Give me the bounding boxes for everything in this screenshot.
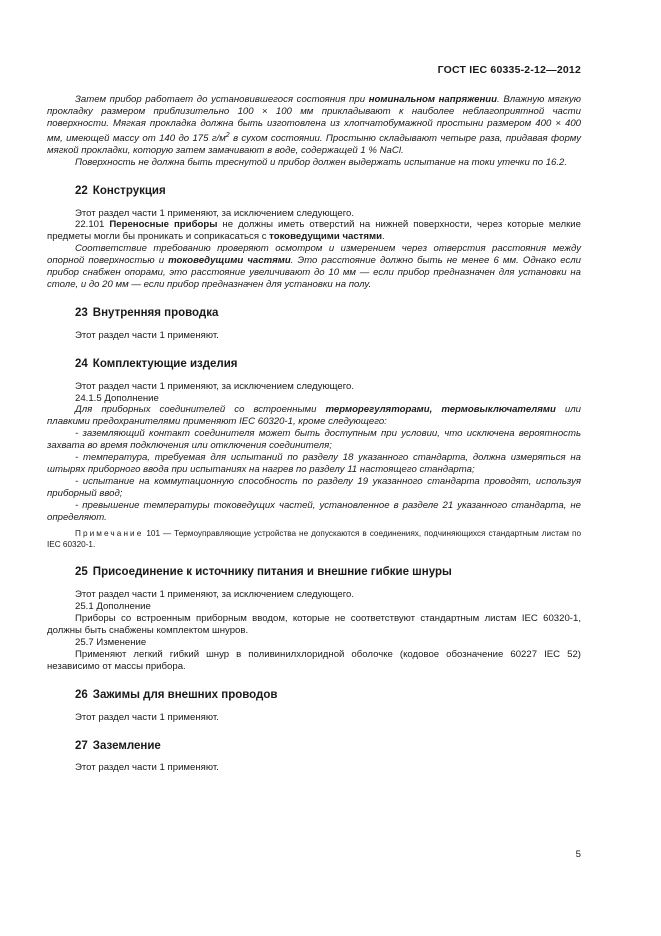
s27-paragraph-1: Этот раздел части 1 применяют. <box>75 762 219 774</box>
intro-paragraph-2: Поверхность не должна быть треснутой и прибор должен выдержать испытание на токи утечки по 16.2. <box>75 156 568 168</box>
s25-paragraph-1: Этот раздел части 1 применяют, за исключением следующего. <box>75 589 355 601</box>
section-heading-23: 23 Внутренняя проводка <box>75 306 219 319</box>
page-number: 5 <box>575 849 581 860</box>
s22-paragraph-2: 22.101 Переносные приборы не должны иметь отверстий на нижней поверхности, через которые мелкие предметы могли бы проникать и соприкасаться с токоведущими частями. <box>47 219 582 243</box>
s24-list-item: - температура, требуемая для испытаний по разделу 18 указанного стандарта, должна измеряться на штырях приборного ввода при испытаниях на нагрев по разделу 11 настоящего стандарта; <box>47 452 581 475</box>
term-rated-voltage: номинальном напряжении <box>368 94 498 105</box>
note-label: Примечание <box>75 529 144 539</box>
s22-paragraph-3: Соответствие требованию проверяют осмотром и измерением через отверстия расстояния между опорной поверхностью и токоведущими частями. Это расстояние должно быть не менее 6 мм. Однако если прибор снабжен опорами, это расстояние увеличивают до 10 мм — если прибор предназначен для установки на столе, и до 20 мм — если прибор предназначен для установки на полу. <box>47 243 581 290</box>
section-heading-26: 26 Зажимы для внешних проводов <box>75 688 278 701</box>
intro-paragraph-1: Затем прибор работает до установившегося состояния при номинальном напряжении. Влажную мягкую прокладку размером приблизительно 100 × 100 мм прикладывают к наиболее неблагоприятной части поверхности. Мягкая прокладка должна быть изготовлена из хлопчатобумажной простыни размером 400 × 400 мм, имеющей массу от 140 до 175 $г/м^2$ в сухом состоянии. Простыню складывают четыре раза, придавая форму мягкой прокладки, которую затем замачивают в воде, содержащей 1 % NaCl. <box>47 94 581 156</box>
s24-paragraph-3: Для приборных соединителей со встроенными терморегуляторами, термовыключателями или плавкими предохранителями применяют IEC 60320-1, кроме следующего: <box>47 404 581 428</box>
s25-paragraph-2: 25.1 Дополнение <box>75 601 151 613</box>
section-heading-24: 24 Комплектующие изделия <box>75 357 238 370</box>
s25-paragraph-3: Приборы со встроенным приборным вводом, которые не соответствуют стандартным листам IEC 60320-1, должны быть снабжены комплектом шнуров. <box>47 613 581 637</box>
page-content <box>47 94 581 774</box>
s24-paragraph-2: 24.1.5 Дополнение <box>75 392 159 404</box>
s24-list-item: - заземляющий контакт соединителя может быть доступным при условии, что исключена вероятность захвата во время подключения или отключения соединителя; <box>47 428 581 452</box>
s24-paragraph-1: Этот раздел части 1 применяют, за исключением следующего. <box>75 380 355 392</box>
s24-list-item: - испытание на коммутационную способность по разделу 19 указанного стандарта проводят, используя приборный ввод; <box>47 475 581 499</box>
s22-paragraph-1: Этот раздел части 1 применяют, за исключением следующего. <box>75 207 355 219</box>
section-heading-25: 25 Присоединение к источнику питания и внешние гибкие шнуры <box>75 566 452 579</box>
s25-paragraph-4: 25.7 Изменение <box>75 637 147 648</box>
s23-paragraph-1: Этот раздел части 1 применяют. <box>75 329 219 341</box>
section-heading-22: 22 Конструкция <box>75 184 166 197</box>
s24-note: Примечание 101 — Термоуправляющие устройства не допускаются в соединениях, подчиняющихся стандартным листам по IEC 60320-1. <box>47 529 581 549</box>
s24-list-item: - превышение температуры токоведущих частей, установленное в разделе 21 указанного стандарта, не определяют. <box>47 499 581 523</box>
s26-paragraph-1: Этот раздел части 1 применяют. <box>75 711 219 723</box>
document-header-code: ГОСТ IEC 60335-2-12—2012 <box>437 64 581 76</box>
s25-paragraph-5: Применяют легкий гибкий шнур в поливинилхлоридной оболочке (кодовое обозначение 60227 IEC 52) независимо от массы прибора. <box>47 648 581 672</box>
section-heading-27: 27 Заземление <box>75 739 161 752</box>
